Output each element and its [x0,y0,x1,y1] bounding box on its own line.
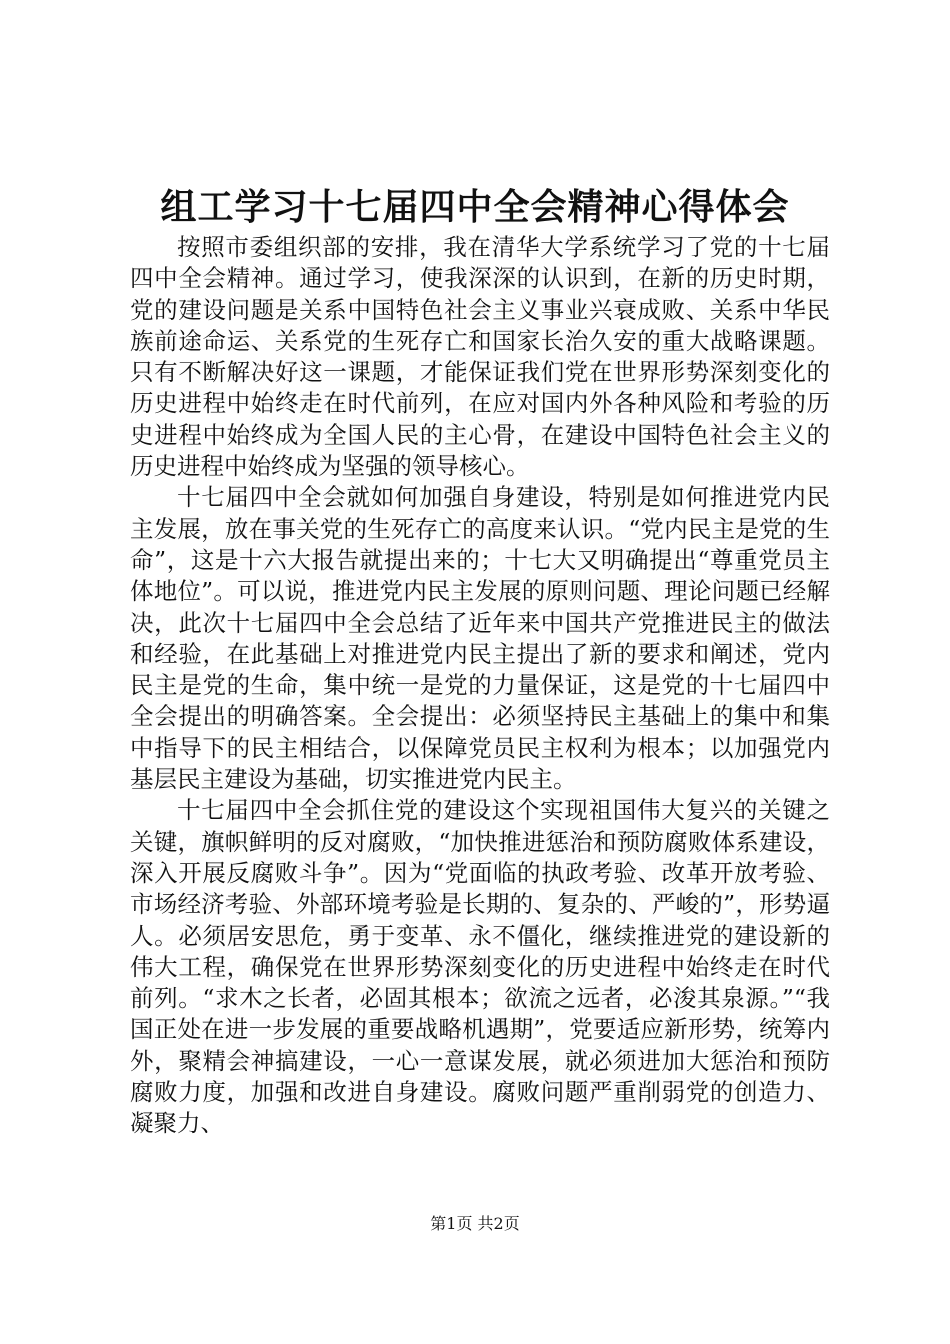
document-body [130,232,830,1140]
page-number-footer: 第1页 共2页 [430,1214,520,1233]
paragraph-3: 十七届四中全会抓住党的建设这个实现祖国伟大复兴的关键之关键，旗帜鲜明的反对腐败，“加快推进惩治和预防腐败体系建设，深入开展反腐败斗争”。因为“党面临的执政考验、改革开放考验、市场经济考验、外部环境考验是长期的、复杂的、严峻的”，形势逼人。必须居安思危，勇于变革、永不僵化，继续推进党的建设新的伟大工程，确保党在世界形势深刻变化的历史进程中始终走在时代前列。“求木之长者，必固其根本；欲流之远者，必浚其泉源。”“我国正处在进一步发展的重要战略机遇期”，党要适应新形势，统筹内外，聚精会神搞建设，一心一意谋发展，就必须进加大惩治和预防腐败力度，加强和改进自身建设。腐败问题严重削弱党的创造力、凝聚力、 [130,796,830,1138]
paragraph-1: 按照市委组织部的安排，我在清华大学系统学习了党的十七届四中全会精神。通过学习，使我深深的认识到，在新的历史时期，党的建设问题是关系中国特色社会主义事业兴衰成败、关系中华民族前途命运、关系党的生死存亡和国家长治久安的重大战略课题。只有不断解决好这一课题，才能保证我们党在世界形势深刻变化的历史进程中始终走在时代前列，在应对国内外各种风险和考验的历史进程中始终成为全国人民的主心骨，在建设中国特色社会主义的历史进程中始终成为坚强的领导核心。 [130,233,830,481]
document-title: 组工学习十七届四中全会精神心得体会 [160,186,790,228]
paragraph-2: 十七届四中全会就如何加强自身建设，特别是如何推进党内民主发展，放在事关党的生死存亡的高度来认识。“党内民主是党的生命”，这是十六大报告就提出来的；十七大又明确提出“尊重党员主体地位”。可以说，推进党内民主发展的原则问题、理论问题已经解决，此次十七届四中全会总结了近年来中国共产党推进民主的做法和经验，在此基础上对推进党内民主提出了新的要求和阐述，党内民主是党的生命，集中统一是党的力量保证，这是党的十七届四中全会提出的明确答案。全会提出：必须坚持民主基础上的集中和集中指导下的民主相结合，以保障党员民主权利为根本；以加强党内基层民主建设为基础，切实推进党内民主。 [130,483,830,794]
